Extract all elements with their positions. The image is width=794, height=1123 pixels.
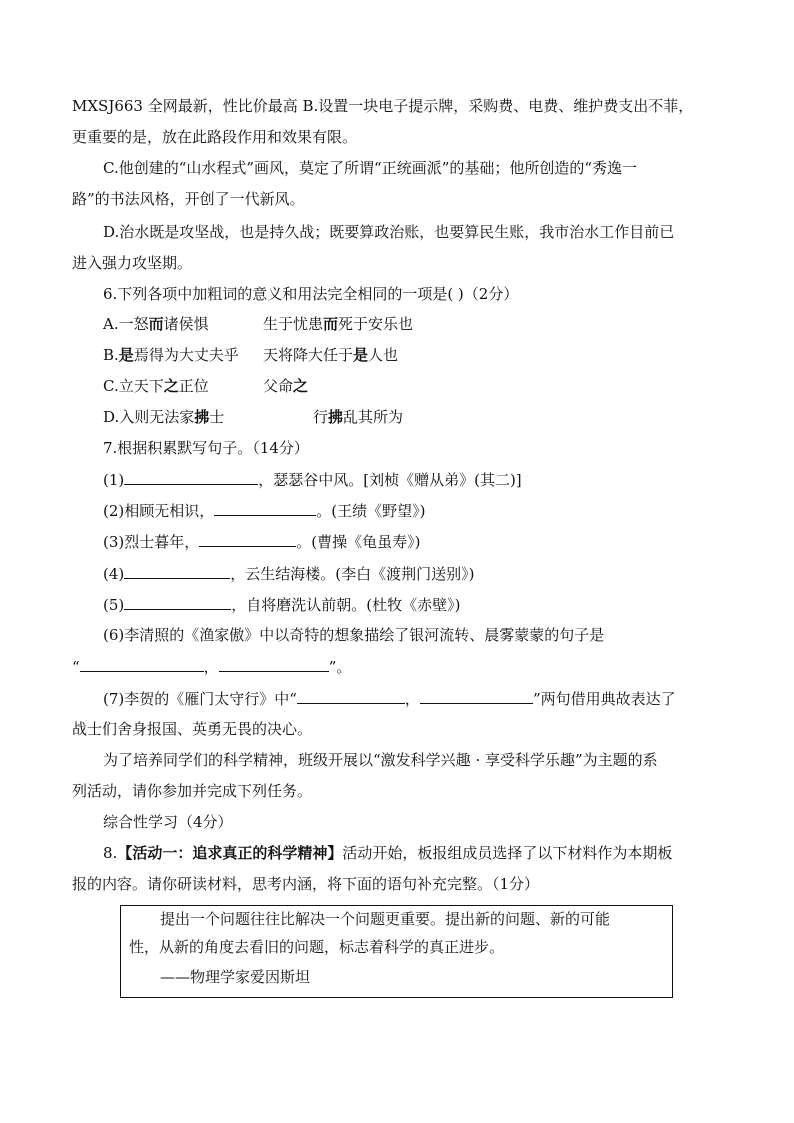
q7-item-2 xyxy=(103,500,425,520)
option-c-line-2: 路”的书法风格，开创了一代新风。 xyxy=(72,190,305,208)
section-title: 综合性学习（4分） xyxy=(103,813,233,831)
q6-option-d-left xyxy=(103,407,224,427)
text: 诸侯惧 xyxy=(163,315,209,333)
text: 活动开始，板报组成员选择了以下材料作为本期板 xyxy=(342,844,673,862)
question-8-line-2: 报的内容。请你研读材料，思考内涵，将下面的语句补充完整。（1分） xyxy=(72,875,540,893)
q6-option-d-right xyxy=(313,407,403,427)
text: 。(曹操《龟虽寿》) xyxy=(296,533,421,551)
question-7-stem: 7.根据积累默写句子。（14分） xyxy=(103,439,309,457)
answer-blank[interactable] xyxy=(80,656,204,672)
q6-option-a-left xyxy=(103,314,209,334)
bold-word: 拂 xyxy=(194,408,210,426)
answer-blank[interactable] xyxy=(124,563,230,579)
q7-item-7-line-2: 战士们舍身报国、英勇无畏的决心。 xyxy=(72,720,313,738)
quote-line-1: 提出一个问题往往比解决一个问题更重要。提出新的问题、新的可能 xyxy=(160,910,611,928)
text: C.立天下 xyxy=(103,377,164,395)
bold-word: 而 xyxy=(323,315,339,333)
text: A.一怒 xyxy=(103,315,149,333)
text: ，云生结海楼。(李白《渡荆门送别》) xyxy=(230,565,475,583)
question-6-stem: 6.下列各项中加粗词的意义和用法完全相同的一项是( )（2分） xyxy=(103,285,519,303)
bold-word: 是 xyxy=(353,346,369,364)
q7-item-3 xyxy=(103,531,420,551)
text: ，自将磨洗认前朝。(杜牧《赤壁》) xyxy=(231,596,461,614)
bold-word: 而 xyxy=(148,315,164,333)
q7-item-4 xyxy=(103,563,474,583)
option-b-line-1: MXSJ663 全网最新，性比价最高 B.设置一块电子提示牌，采购费、电费、维护费支出不菲， xyxy=(72,97,694,115)
q6-option-b-left xyxy=(103,345,239,365)
text: 生于忧患 xyxy=(263,315,324,333)
text: 乱其所为 xyxy=(343,408,404,426)
q6-option-b-right xyxy=(263,345,398,365)
text: (2)相顾无相识， xyxy=(103,502,215,520)
answer-blank[interactable] xyxy=(219,656,329,672)
text: ， xyxy=(404,690,420,708)
intro-line-2: 列活动，请你参加并完成下列任务。 xyxy=(72,782,313,800)
question-8-line-1 xyxy=(103,843,672,863)
bold-word: 之 xyxy=(293,377,309,395)
quote-author: ——物理学家爱因斯坦 xyxy=(160,968,311,986)
item-number: (1) xyxy=(103,471,125,489)
text: 人也 xyxy=(368,346,399,364)
text: 焉得为大丈夫乎 xyxy=(133,346,239,364)
q7-item-1 xyxy=(103,469,522,489)
text: (3)烈士暮年， xyxy=(103,533,200,551)
text: (7)李贺的《雁门太守行》中“ xyxy=(103,690,297,708)
text: ，瑟瑟谷中风。[刘桢《赠从弟》(其二)] xyxy=(258,471,522,489)
q6-option-a-right xyxy=(263,314,413,334)
option-c-line-1: C.他创建的“山水程式”画风，莫定了所谓“正统画派”的基础；他所创造的“秀逸一 xyxy=(103,159,638,177)
text: “ xyxy=(72,658,80,676)
q6-option-c-right xyxy=(263,376,308,396)
intro-line-1: 为了培养同学们的科学精神，班级开展以“激发科学兴趣 · 享受科学乐趣”为主题的系 xyxy=(103,751,658,769)
option-b-line-2: 更重要的是，放在此路段作用和效果有限。 xyxy=(72,128,358,146)
text: 正位 xyxy=(178,377,209,395)
text: ”。 xyxy=(328,658,352,676)
question-number: 8. xyxy=(103,844,118,862)
quote-line-2: 性，从新的角度去看旧的问题，标志着科学的真正进步。 xyxy=(129,938,505,956)
q6-option-c-left xyxy=(103,376,209,396)
answer-blank[interactable] xyxy=(199,531,296,547)
text: ”两句借用典故表达了 xyxy=(532,690,676,708)
item-number: (5) xyxy=(103,596,125,614)
bold-word: 拂 xyxy=(328,408,344,426)
text: 父命 xyxy=(263,377,294,395)
bold-word: 是 xyxy=(118,346,134,364)
text: 士 xyxy=(209,408,225,426)
answer-blank[interactable] xyxy=(124,594,231,610)
activity-title: 【活动一：追求真正的科学精神】 xyxy=(117,844,343,862)
q7-item-7-line-1 xyxy=(103,688,676,708)
text: 。(王绩《野望》) xyxy=(316,502,426,520)
text: ， xyxy=(203,658,219,676)
option-d-line-1: D.治水既是攻坚战，也是持久战；既要算政治账，也要算民生账，我市治水工作目前已 xyxy=(103,223,675,241)
answer-blank[interactable] xyxy=(214,500,316,516)
text: 死于安乐也 xyxy=(338,315,414,333)
q7-item-6-line-1: (6)李清照的《渔家傲》中以奇特的想象描绘了银河流转、晨雾蒙蒙的句子是 xyxy=(103,626,605,644)
text: 行 xyxy=(313,408,329,426)
item-number: (4) xyxy=(103,565,125,583)
bold-word: 之 xyxy=(163,377,179,395)
q7-item-5 xyxy=(103,594,460,614)
option-d-line-2: 进入强力攻坚期。 xyxy=(72,254,193,272)
answer-blank[interactable] xyxy=(420,688,533,704)
text: B. xyxy=(103,346,119,364)
text: D.入则无法家 xyxy=(103,408,195,426)
q7-item-6-line-2 xyxy=(72,656,351,676)
answer-blank[interactable] xyxy=(297,688,405,704)
answer-blank[interactable] xyxy=(124,469,258,485)
text: 天将降大任于 xyxy=(263,346,354,364)
